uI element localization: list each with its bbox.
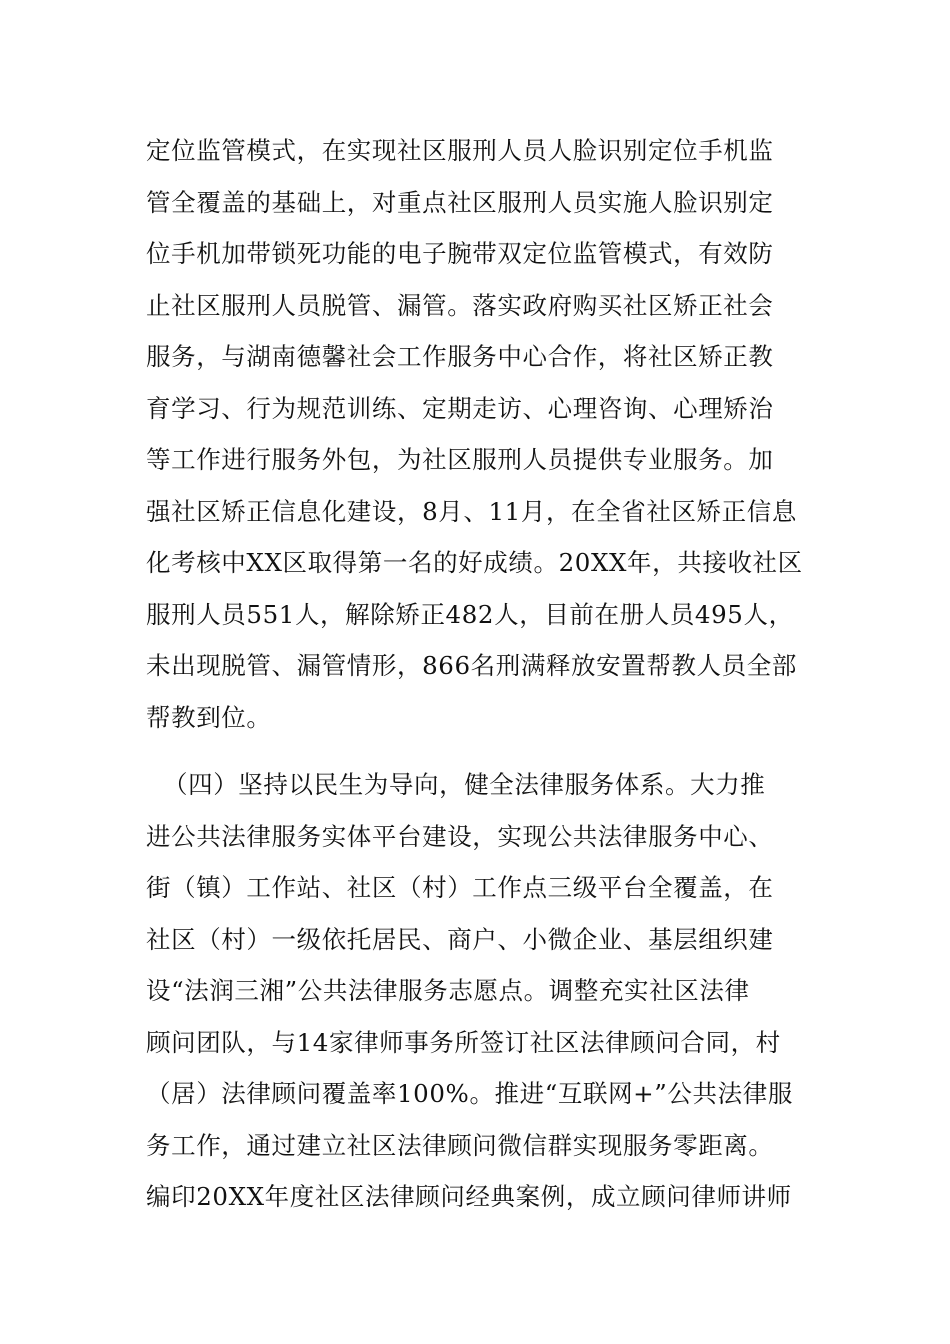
text-line: 服务，与湖南德馨社会工作服务中心合作，将社区矫正教 — [146, 342, 774, 371]
text-line: 位手机加带锁死功能的电子腕带双定位监管模式，有效防 — [146, 239, 774, 268]
text-line: 进公共法律服务实体平台建设，实现公共法律服务中心、 — [146, 821, 774, 851]
text-line: 帮教到位。 — [146, 702, 272, 732]
text-line: 设“法润三湘”公共法律服务志愿点。调整充实社区法律 — [146, 976, 750, 1005]
text-line: 顾问团队，与14家律师事务所签订社区法律顾问合同，村 — [146, 1027, 781, 1057]
text-line: 强社区矫正信息化建设，8月、11月，在全省社区矫正信息 — [146, 496, 797, 526]
text-line: 等工作进行服务外包，为社区服刑人员提供专业服务。加 — [146, 445, 774, 474]
paragraph-community-correction — [146, 125, 806, 743]
text-line: 社区（村）一级依托居民、商户、小微企业、基层组织建 — [146, 924, 774, 954]
text-line: 服刑人员551人，解除矫正482人，目前在册人员495人， — [146, 599, 794, 629]
text-line: 化考核中XX区取得第一名的好成绩。20XX年，共接收社区 — [146, 548, 803, 577]
document-body — [146, 125, 806, 1223]
text-line: 务工作，通过建立社区法律顾问微信群实现服务零距离。 — [146, 1130, 774, 1160]
paragraph-legal-services — [146, 759, 806, 1223]
paragraph-spacer — [146, 743, 806, 759]
text-line: 管全覆盖的基础上，对重点社区服刑人员实施人脸识别定 — [146, 187, 774, 217]
text-line: 未出现脱管、漏管情形，866名刑满释放安置帮教人员全部 — [146, 651, 797, 680]
text-line: （居）法律顾问覆盖率100%。推进“互联网+”公共法律服 — [146, 1079, 793, 1108]
text-line: 街（镇）工作站、社区（村）工作点三级平台全覆盖，在 — [146, 873, 774, 902]
text-line: 止社区服刑人员脱管、漏管。落实政府购买社区矫正社会 — [146, 290, 774, 320]
text-line: 编印20XX年度社区法律顾问经典案例，成立顾问律师讲师 — [146, 1182, 792, 1211]
section-heading-line: （四）坚持以民生为导向，健全法律服务体系。大力推 — [163, 770, 766, 799]
text-line: 育学习、行为规范训练、定期走访、心理咨询、心理矫治 — [146, 393, 774, 423]
text-line: 定位监管模式，在实现社区服刑人员人脸识别定位手机监 — [146, 136, 774, 165]
